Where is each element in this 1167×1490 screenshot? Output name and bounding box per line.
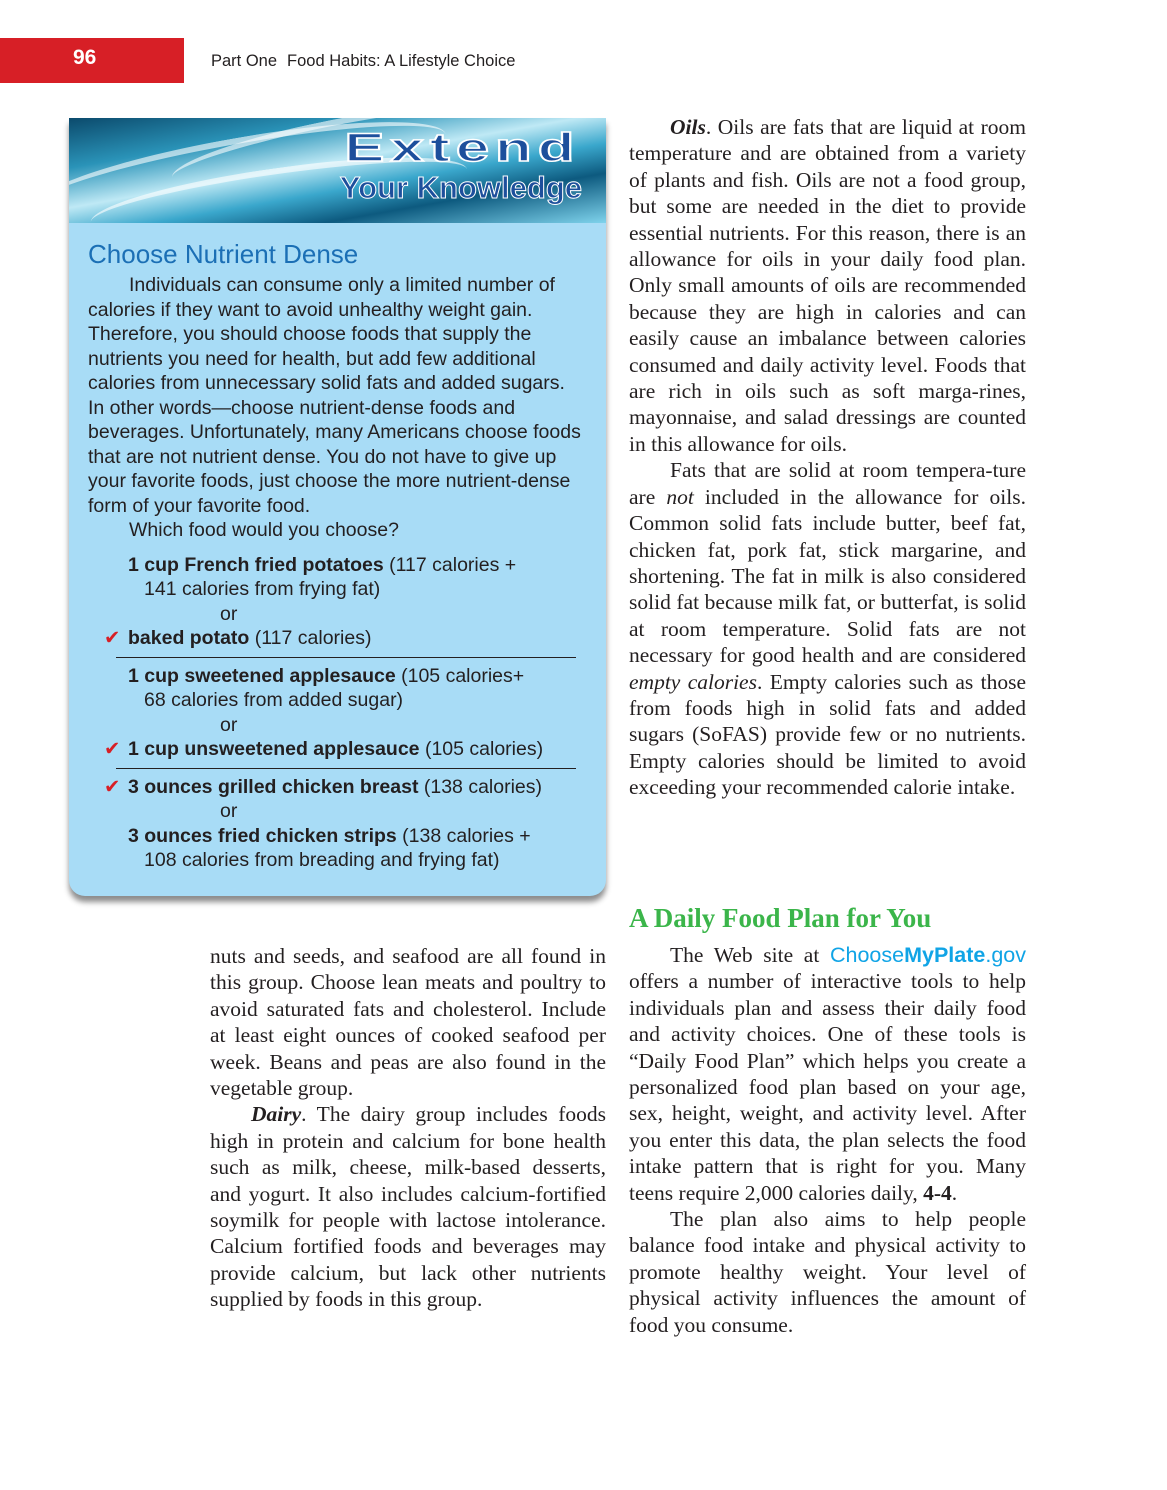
checkmark-icon: ✔ [104,775,121,798]
paragraph-myplate: The Web site at ChooseMyPlate.gov offers a number of interactive tools to help individuals plan and assess their daily food and activity choices. One of these tools is “Daily Food Plan” which helps you create a personalized food plan based on your age, sex, height, weight, and activity level. After you enter this data, the plan selects the food intake pattern that is right for you. Many teens require 2,000 calories daily, 4-4. [629,943,1026,1205]
figure-reference: 4-4 [923,1180,952,1205]
choice-1a: 1 cup French fried potatoes (117 calories + 141 calories from frying fat) [128,553,517,600]
left-column [210,943,606,1313]
or-label: or [220,602,238,625]
paragraph-balance: The plan also aims to help people balance food intake and physical activity to promote healthy weight. Your level of physical activity influences the amount of food you consume. [629,1207,1026,1337]
divider [116,657,576,658]
paragraph-dairy: Dairy. The dairy group includes foods high in protein and calcium for bone health such as milk, cheese, milk-based desserts, and yogurt. It also includes calcium-fortified soymilk for people with lactose intolerance. Calcium fortified foods and beverages may provide calcium, but lack other nutrients supplied by foods in this group. [210,1102,606,1312]
myplate-link[interactable]: ChooseMyPlate.gov [829,943,1026,967]
part-label: Part One [211,52,278,70]
paragraph-oils: Oils. Oils are fats that are liquid at room temperature and are obtained from a variety of plants and fish. Oils are not a food group, but some are needed in the diet to provide essential nutrients. For this reason, there is an allowance for oils in your daily food plan. Only small amounts of oils are recommended because they are high in calories and can easily cause an imbalance between calories consumed and daily activity level. Foods that are rich in oils such as soft marga-rines, mayonnaise, and salad dressings are counted in this allowance for oils. [629,115,1026,456]
paragraph-protein: nuts and seeds, and seafood are all found in this group. Choose lean meats and poultry to avoid saturated fats and cholesterol. Include at least eight ounces of cooked seafood per week. Beans and peas are also found in the vegetable group. [210,944,606,1101]
or-label: or [220,713,238,736]
banner-title-knowledge: Your Knowledge [339,170,582,205]
extend-knowledge-box [69,118,606,896]
box-question: Which food would you choose? [129,519,399,541]
checkmark-icon: ✔ [104,738,121,760]
divider [116,768,576,769]
choice-3b: 3 ounces fried chicken strips (138 calories + 108 calories from breading and frying fat) [128,824,531,871]
or-label: or [220,800,238,822]
page-number: 96 [73,46,97,69]
right-column [629,114,1026,801]
box-paragraph: Individuals can consume only a limited number of calories if they want to avoid unhealthy weight gain. Therefore, you should choose foods that supply the nutrients you need for health, but add few additional calories from unnecessary solid fats and added sugars. In other words—choose nutrient-dense foods and beverages. Unfortunately, many Americans choose foods that are not nutrient dense. You do not have to give up your favorite foods, just choose the more nutrient-dense form of your favorite food. [88,274,581,517]
water-banner [69,118,606,223]
choice-1b: ✔ baked potato (117 calories) [104,627,372,649]
box-heading: Choose Nutrient Dense [88,239,359,269]
running-header [211,52,525,71]
checkmark-icon: ✔ [104,627,121,649]
paragraph-solid-fats: Fats that are solid at room tempera-ture are not included in the allowance for oils. Common solid fats include butter, beef fat, chicken fat, pork fat, stick margarine, and shortening. The fat in milk is also considered solid fat because milk fat, or butterfat, is solid at room temperature. Solid fats are not necessary for good health and are considered empty calories. Empty calories such as those from foods high in solid fats and added sugars (SoFAS) provide few or no nutrients. Empty calories should be limited to avoid exceeding your recommended calorie intake. [629,458,1026,800]
right-column-lower [629,942,1026,1338]
section-heading: A Daily Food Plan for You [629,903,932,933]
choice-2a: 1 cup sweetened applesauce (105 calories+ 68 calories from added sugar) [128,664,525,711]
choice-2b: ✔ 1 cup unsweetened applesauce (105 calories) [104,738,544,760]
banner-title-extend: Extend [343,126,580,170]
choice-3a: ✔ 3 ounces grilled chicken breast (138 calories) [104,775,543,798]
chapter-title: Food Habits: A Lifestyle Choice [287,52,516,70]
